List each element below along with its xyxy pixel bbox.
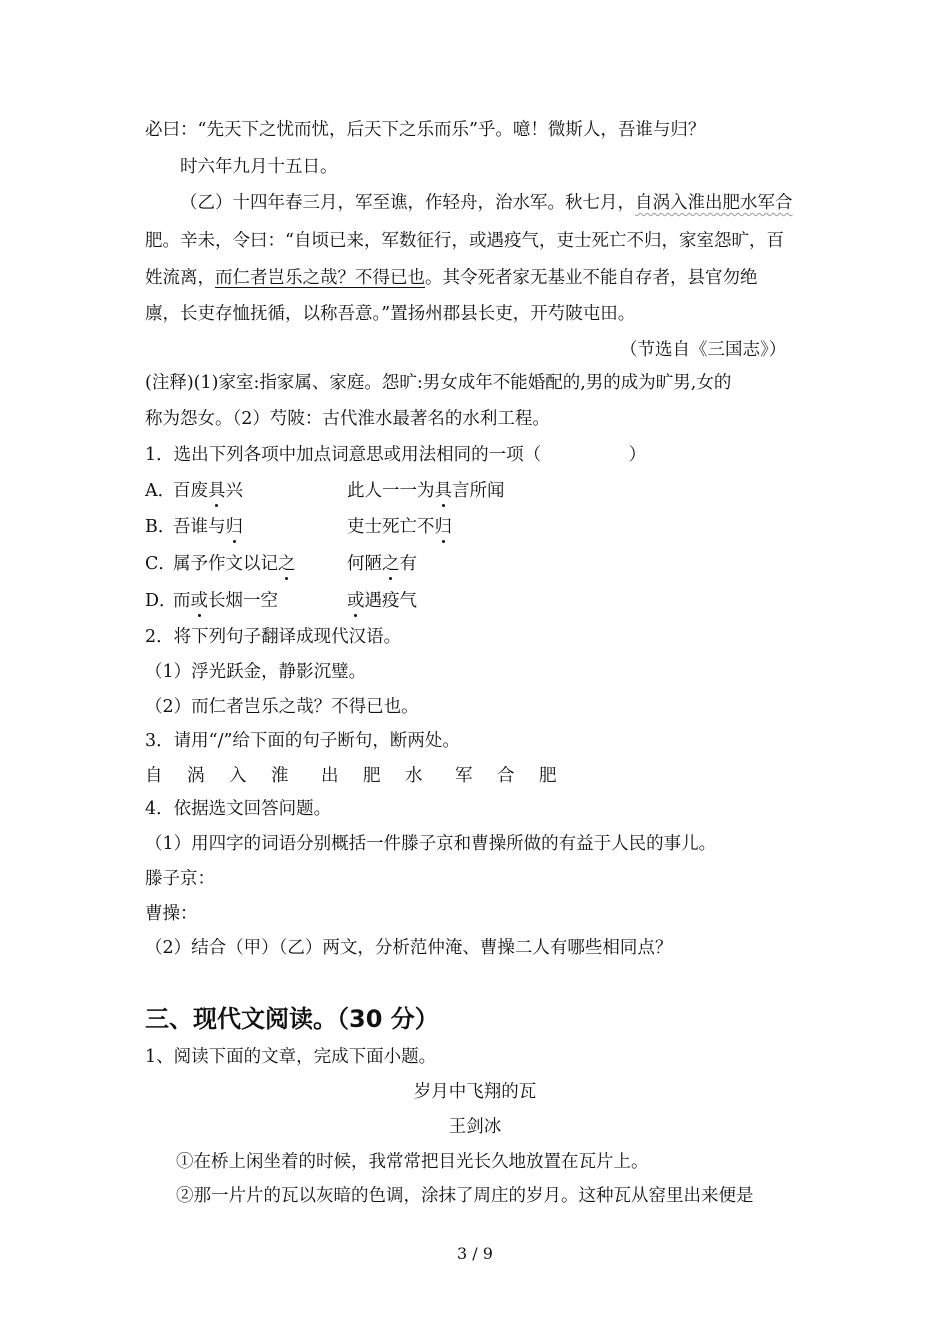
answer-label-teng: 滕子京： bbox=[145, 869, 215, 889]
option-c bbox=[145, 552, 417, 576]
dotted-word: 之 bbox=[278, 554, 296, 574]
underlined-sentence: 而仁者岂乐之哉？不得已也 bbox=[215, 268, 425, 288]
dotted-word: 或 bbox=[190, 591, 208, 611]
source-citation: （节选自《三国志》） bbox=[620, 340, 787, 360]
dotted-word: 归 bbox=[225, 517, 243, 537]
option-label: A． bbox=[145, 481, 176, 501]
option-b bbox=[145, 515, 452, 539]
answer-label-cao: 曹操： bbox=[145, 904, 198, 924]
option-text: 此人一一为 bbox=[347, 481, 435, 501]
option-label: B． bbox=[145, 517, 176, 537]
sentence-char: 水 bbox=[405, 766, 423, 786]
notes-line: (注释)(1)家室:指家属、家庭。怨旷:男女成年不能婚配的,男的成为旷男,女的 bbox=[145, 373, 732, 393]
dotted-word: 之 bbox=[382, 554, 400, 574]
page-number: 3 / 9 bbox=[457, 1244, 493, 1263]
punctuation-sentence bbox=[145, 764, 569, 788]
option-text: 而 bbox=[173, 591, 191, 611]
dotted-word: 具 bbox=[208, 481, 226, 501]
sentence-char: 入 bbox=[229, 766, 247, 786]
option-label: D． bbox=[145, 591, 177, 611]
option-text: 何陋 bbox=[347, 554, 382, 574]
option-text: 吾谁与 bbox=[173, 517, 226, 537]
option-text: 遇疫气 bbox=[364, 591, 417, 611]
text-line: 廪，长吏存恤抚循，以称吾意。”置扬州郡县长吏，开芍陂屯田。 bbox=[145, 304, 636, 324]
section-intro: 1、阅读下面的文章，完成下面小题。 bbox=[145, 1047, 437, 1067]
option-text: 兴 bbox=[225, 481, 243, 501]
text-line: 时六年九月十五日。 bbox=[180, 157, 338, 177]
sentence-char: 肥 bbox=[539, 766, 557, 786]
dotted-word: 或 bbox=[347, 591, 365, 611]
question-4-part-2: （2）结合（甲）（乙）两文，分析范仲淹、曹操二人有哪些相同点？ bbox=[145, 938, 673, 958]
question-4-stem: 4．依据选文回答问题。 bbox=[145, 799, 332, 819]
text-line bbox=[145, 266, 758, 290]
section-heading: 三、现代文阅读。（30 分） bbox=[145, 1005, 439, 1033]
article-author: 王剑冰 bbox=[448, 1117, 502, 1137]
sentence-char: 自 bbox=[145, 766, 163, 786]
option-label: C． bbox=[145, 554, 176, 574]
question-2-stem: 2．将下列句子翻译成现代汉语。 bbox=[145, 627, 402, 647]
sentence-char: 军 bbox=[455, 766, 473, 786]
text-segment: 。其令死者家无基业不能自存者，县官勿绝 bbox=[425, 268, 758, 288]
notes-line: 称为怨女。（2）芍陂：古代淮水最著名的水利工程。 bbox=[145, 409, 550, 429]
wavy-underlined-phrase: 自涡入淮出肥水军合 bbox=[635, 193, 793, 213]
article-paragraph: ①在桥上闲坐着的时候，我常常把目光长久地放置在瓦片上。 bbox=[176, 1152, 649, 1172]
question-3-stem: 3．请用“/”给下面的句子断句，断两处。 bbox=[145, 731, 460, 751]
question-2-sentence-2: （2）而仁者岂乐之哉？不得已也。 bbox=[145, 697, 419, 717]
text-segment: （乙）十四年春三月，军至谯，作轻舟，治水军。秋七月， bbox=[180, 193, 635, 213]
text-line bbox=[180, 191, 793, 215]
text-segment: 姓流离， bbox=[145, 268, 215, 288]
dotted-word: 具 bbox=[434, 481, 452, 501]
question-4-part-1: （1）用四字的词语分别概括一件滕子京和曹操所做的有益于人民的事儿。 bbox=[145, 834, 717, 854]
option-text: 长烟一空 bbox=[208, 591, 278, 611]
article-paragraph: ②那一片片的瓦以灰暗的色调，涂抹了周庄的岁月。这种瓦从窑里出来便是 bbox=[176, 1186, 754, 1206]
sentence-char: 肥 bbox=[363, 766, 381, 786]
sentence-char: 合 bbox=[497, 766, 515, 786]
option-text: 吏士死亡不 bbox=[347, 517, 435, 537]
option-a bbox=[145, 479, 505, 503]
option-text: 属予作文以记 bbox=[173, 554, 278, 574]
dotted-word: 归 bbox=[434, 517, 452, 537]
text-line: 肥。辛未，令曰：“自顷已来，军数征行，或遇疫气，吏士死亡不归，家室怨旷，百 bbox=[145, 231, 784, 251]
question-2-sentence-1: （1）浮光跃金，静影沉璧。 bbox=[145, 662, 367, 682]
text-line: 必曰：“先天下之忧而忧，后天下之乐而乐”乎。噫！微斯人，吾谁与归？ bbox=[145, 120, 706, 140]
sentence-char: 涡 bbox=[187, 766, 205, 786]
question-1-stem: 1．选出下列各项中加点词意思或用法相同的一项（ ） bbox=[145, 445, 647, 465]
option-text: 百废 bbox=[173, 481, 208, 501]
article-title: 岁月中飞翔的瓦 bbox=[413, 1082, 537, 1102]
sentence-char: 出 bbox=[321, 766, 339, 786]
option-d bbox=[145, 589, 417, 613]
option-text: 言所闻 bbox=[452, 481, 505, 501]
sentence-char: 淮 bbox=[271, 766, 289, 786]
option-text: 有 bbox=[399, 554, 417, 574]
